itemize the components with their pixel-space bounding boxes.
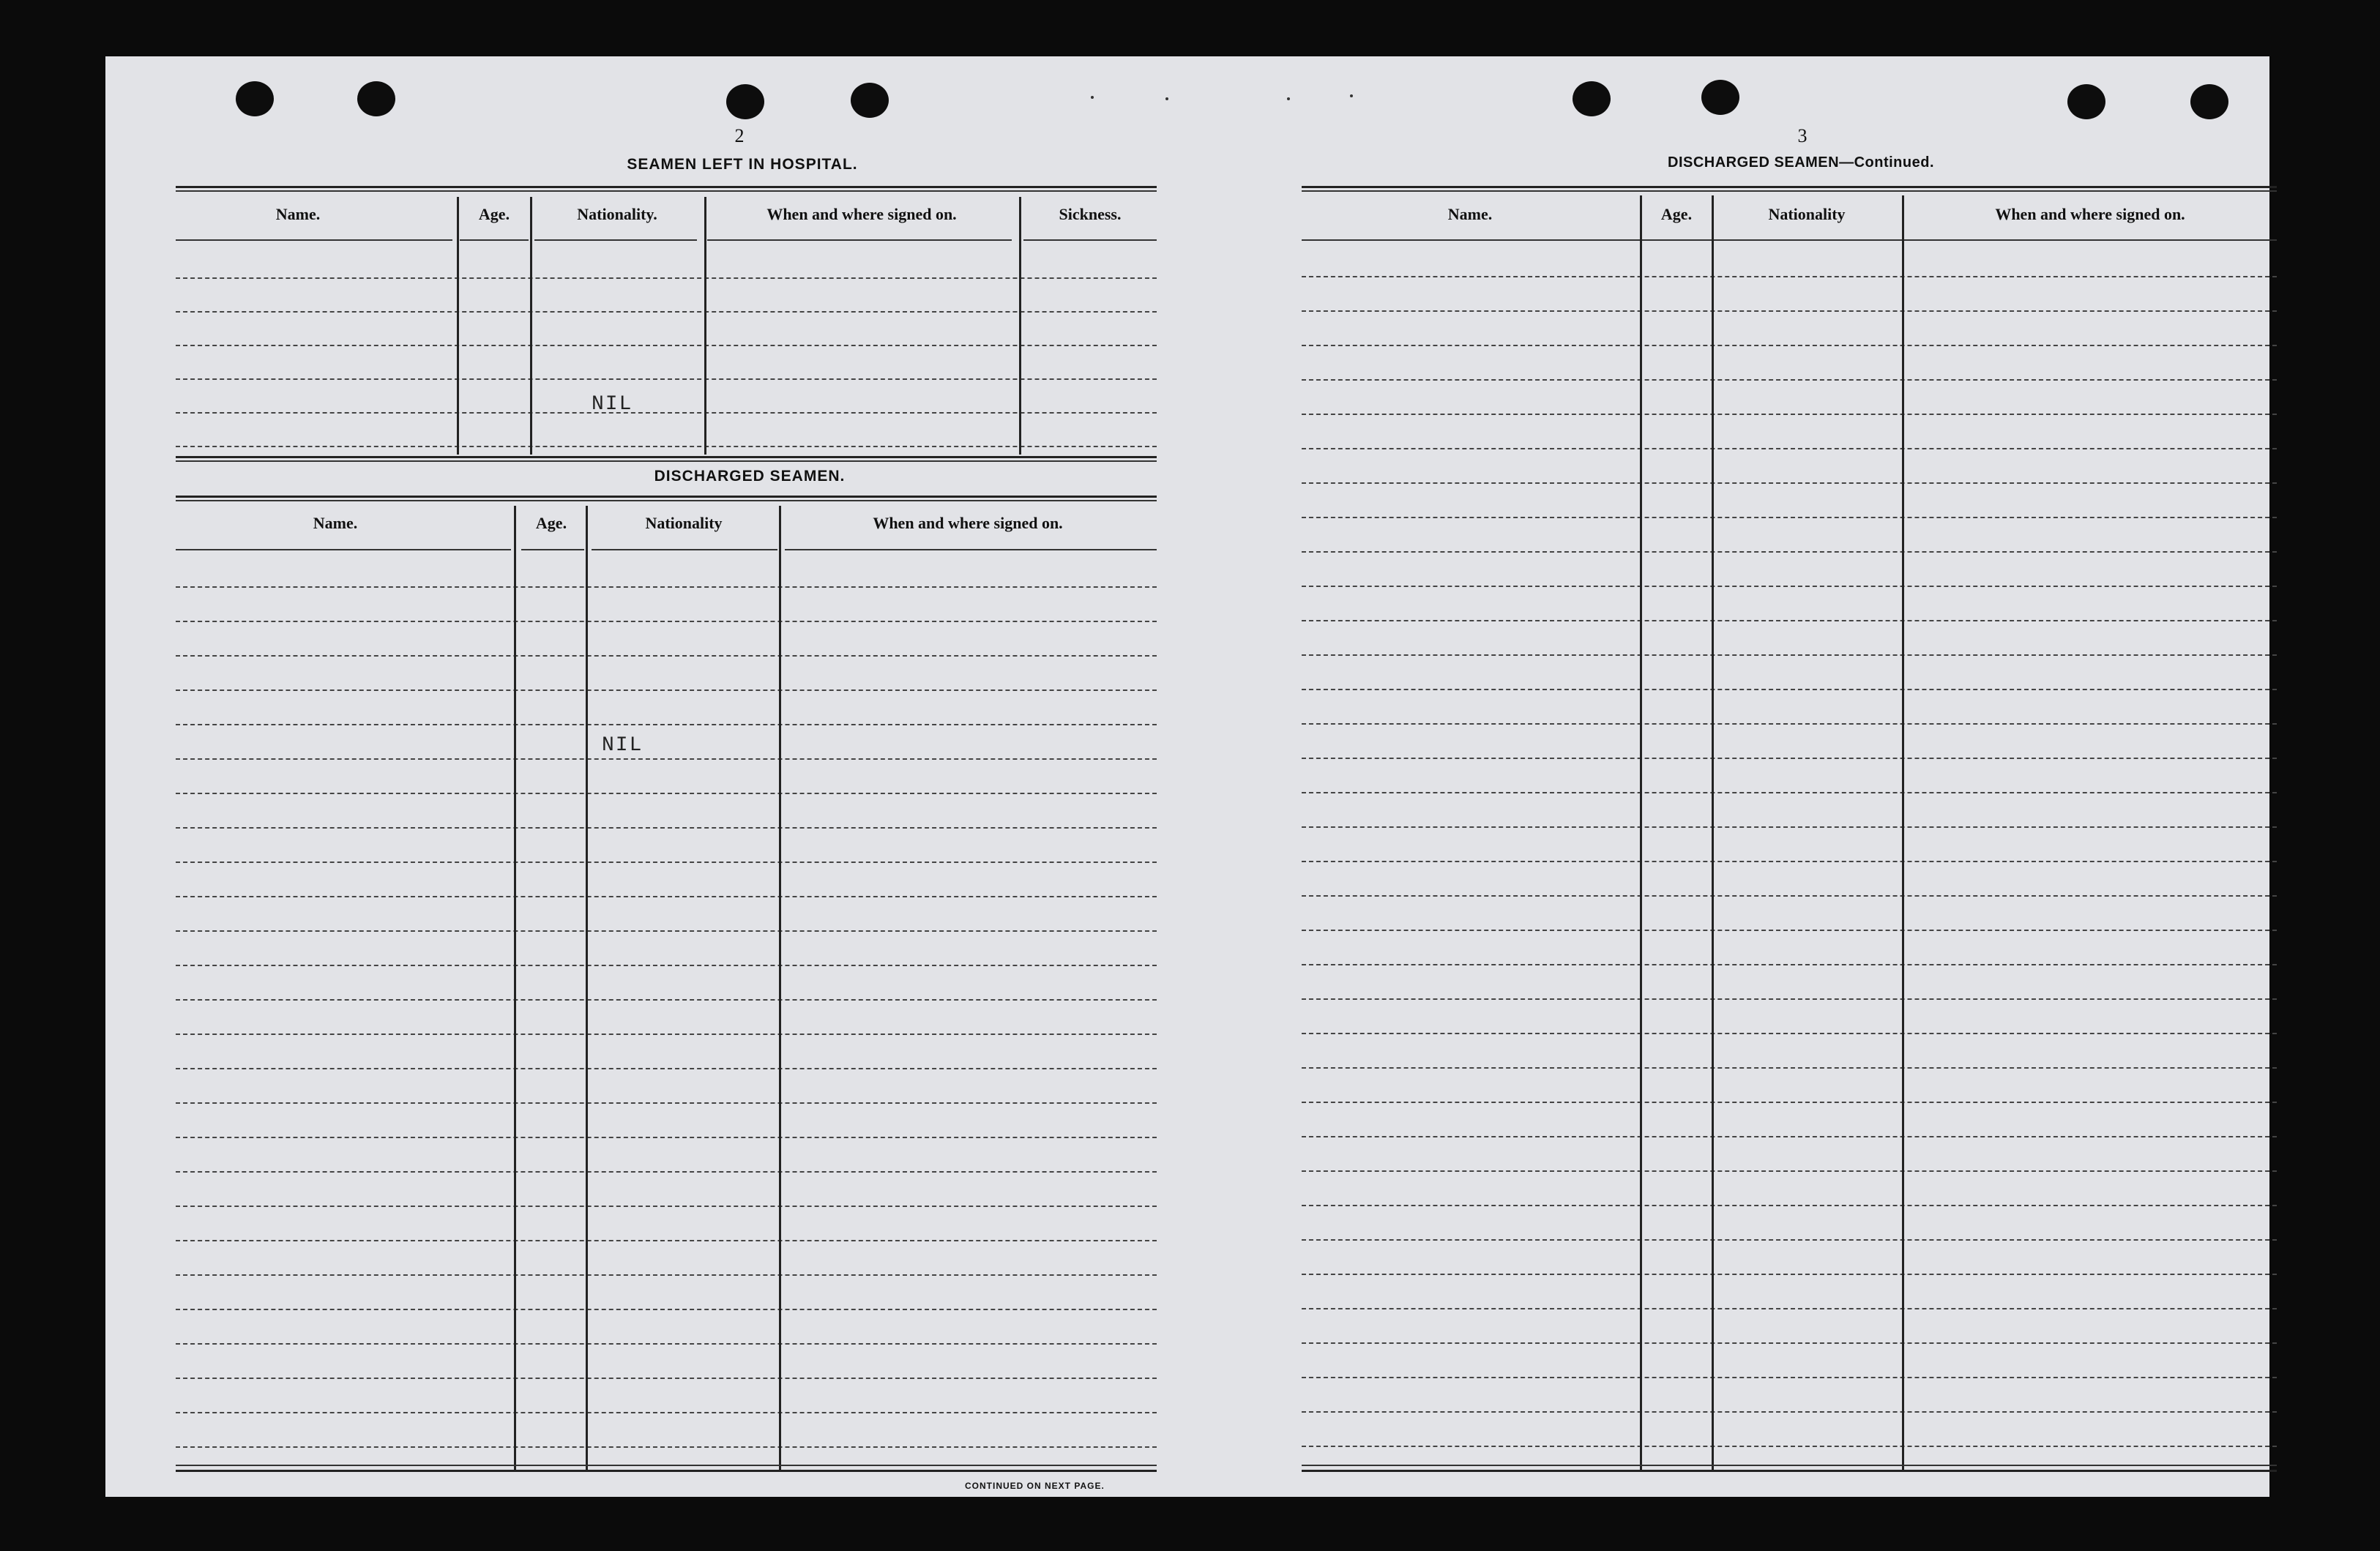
hospital-col-signed-on: When and where signed on. (766, 205, 957, 223)
punch-hole (726, 84, 764, 119)
punch-hole (2190, 84, 2228, 119)
continued-footer: CONTINUED ON NEXT PAGE. (965, 1481, 1105, 1491)
punch-hole (236, 81, 274, 116)
discharged-section-title: DISCHARGED SEAMEN. (654, 468, 846, 485)
punch-hole (1701, 80, 1739, 115)
speck (1165, 97, 1168, 100)
speck (1091, 96, 1094, 99)
punch-hole (851, 83, 889, 118)
punch-hole (357, 81, 395, 116)
document-sheet (105, 56, 2269, 1497)
discharged-col-nationality: Nationality (645, 514, 723, 532)
continued-col-signed-on: When and where signed on. (1995, 205, 2185, 223)
punch-hole (2067, 84, 2105, 119)
hospital-col-age: Age. (478, 205, 510, 223)
hospital-col-name: Name. (275, 205, 321, 223)
continued-col-name: Name. (1447, 205, 1493, 223)
discharged-nil-entry: NIL (602, 734, 644, 757)
discharged-continued-title: DISCHARGED SEAMEN—Continued. (1668, 154, 1934, 171)
hospital-section-title: SEAMEN LEFT IN HOSPITAL. (627, 156, 858, 173)
discharged-col-signed-on: When and where signed on. (873, 514, 1063, 532)
speck (1350, 94, 1353, 97)
page-number-left: 2 (734, 125, 745, 146)
discharged-col-age: Age. (535, 514, 567, 532)
speck (1287, 97, 1290, 100)
continued-col-age: Age. (1660, 205, 1693, 223)
hospital-nil-entry: NIL (592, 393, 633, 416)
continued-col-nationality: Nationality (1768, 205, 1846, 223)
hospital-col-nationality: Nationality. (577, 205, 657, 223)
punch-hole (1573, 81, 1611, 116)
discharged-col-name: Name. (313, 514, 358, 532)
hospital-col-sickness: Sickness. (1059, 205, 1122, 223)
page-number-right: 3 (1797, 125, 1808, 146)
